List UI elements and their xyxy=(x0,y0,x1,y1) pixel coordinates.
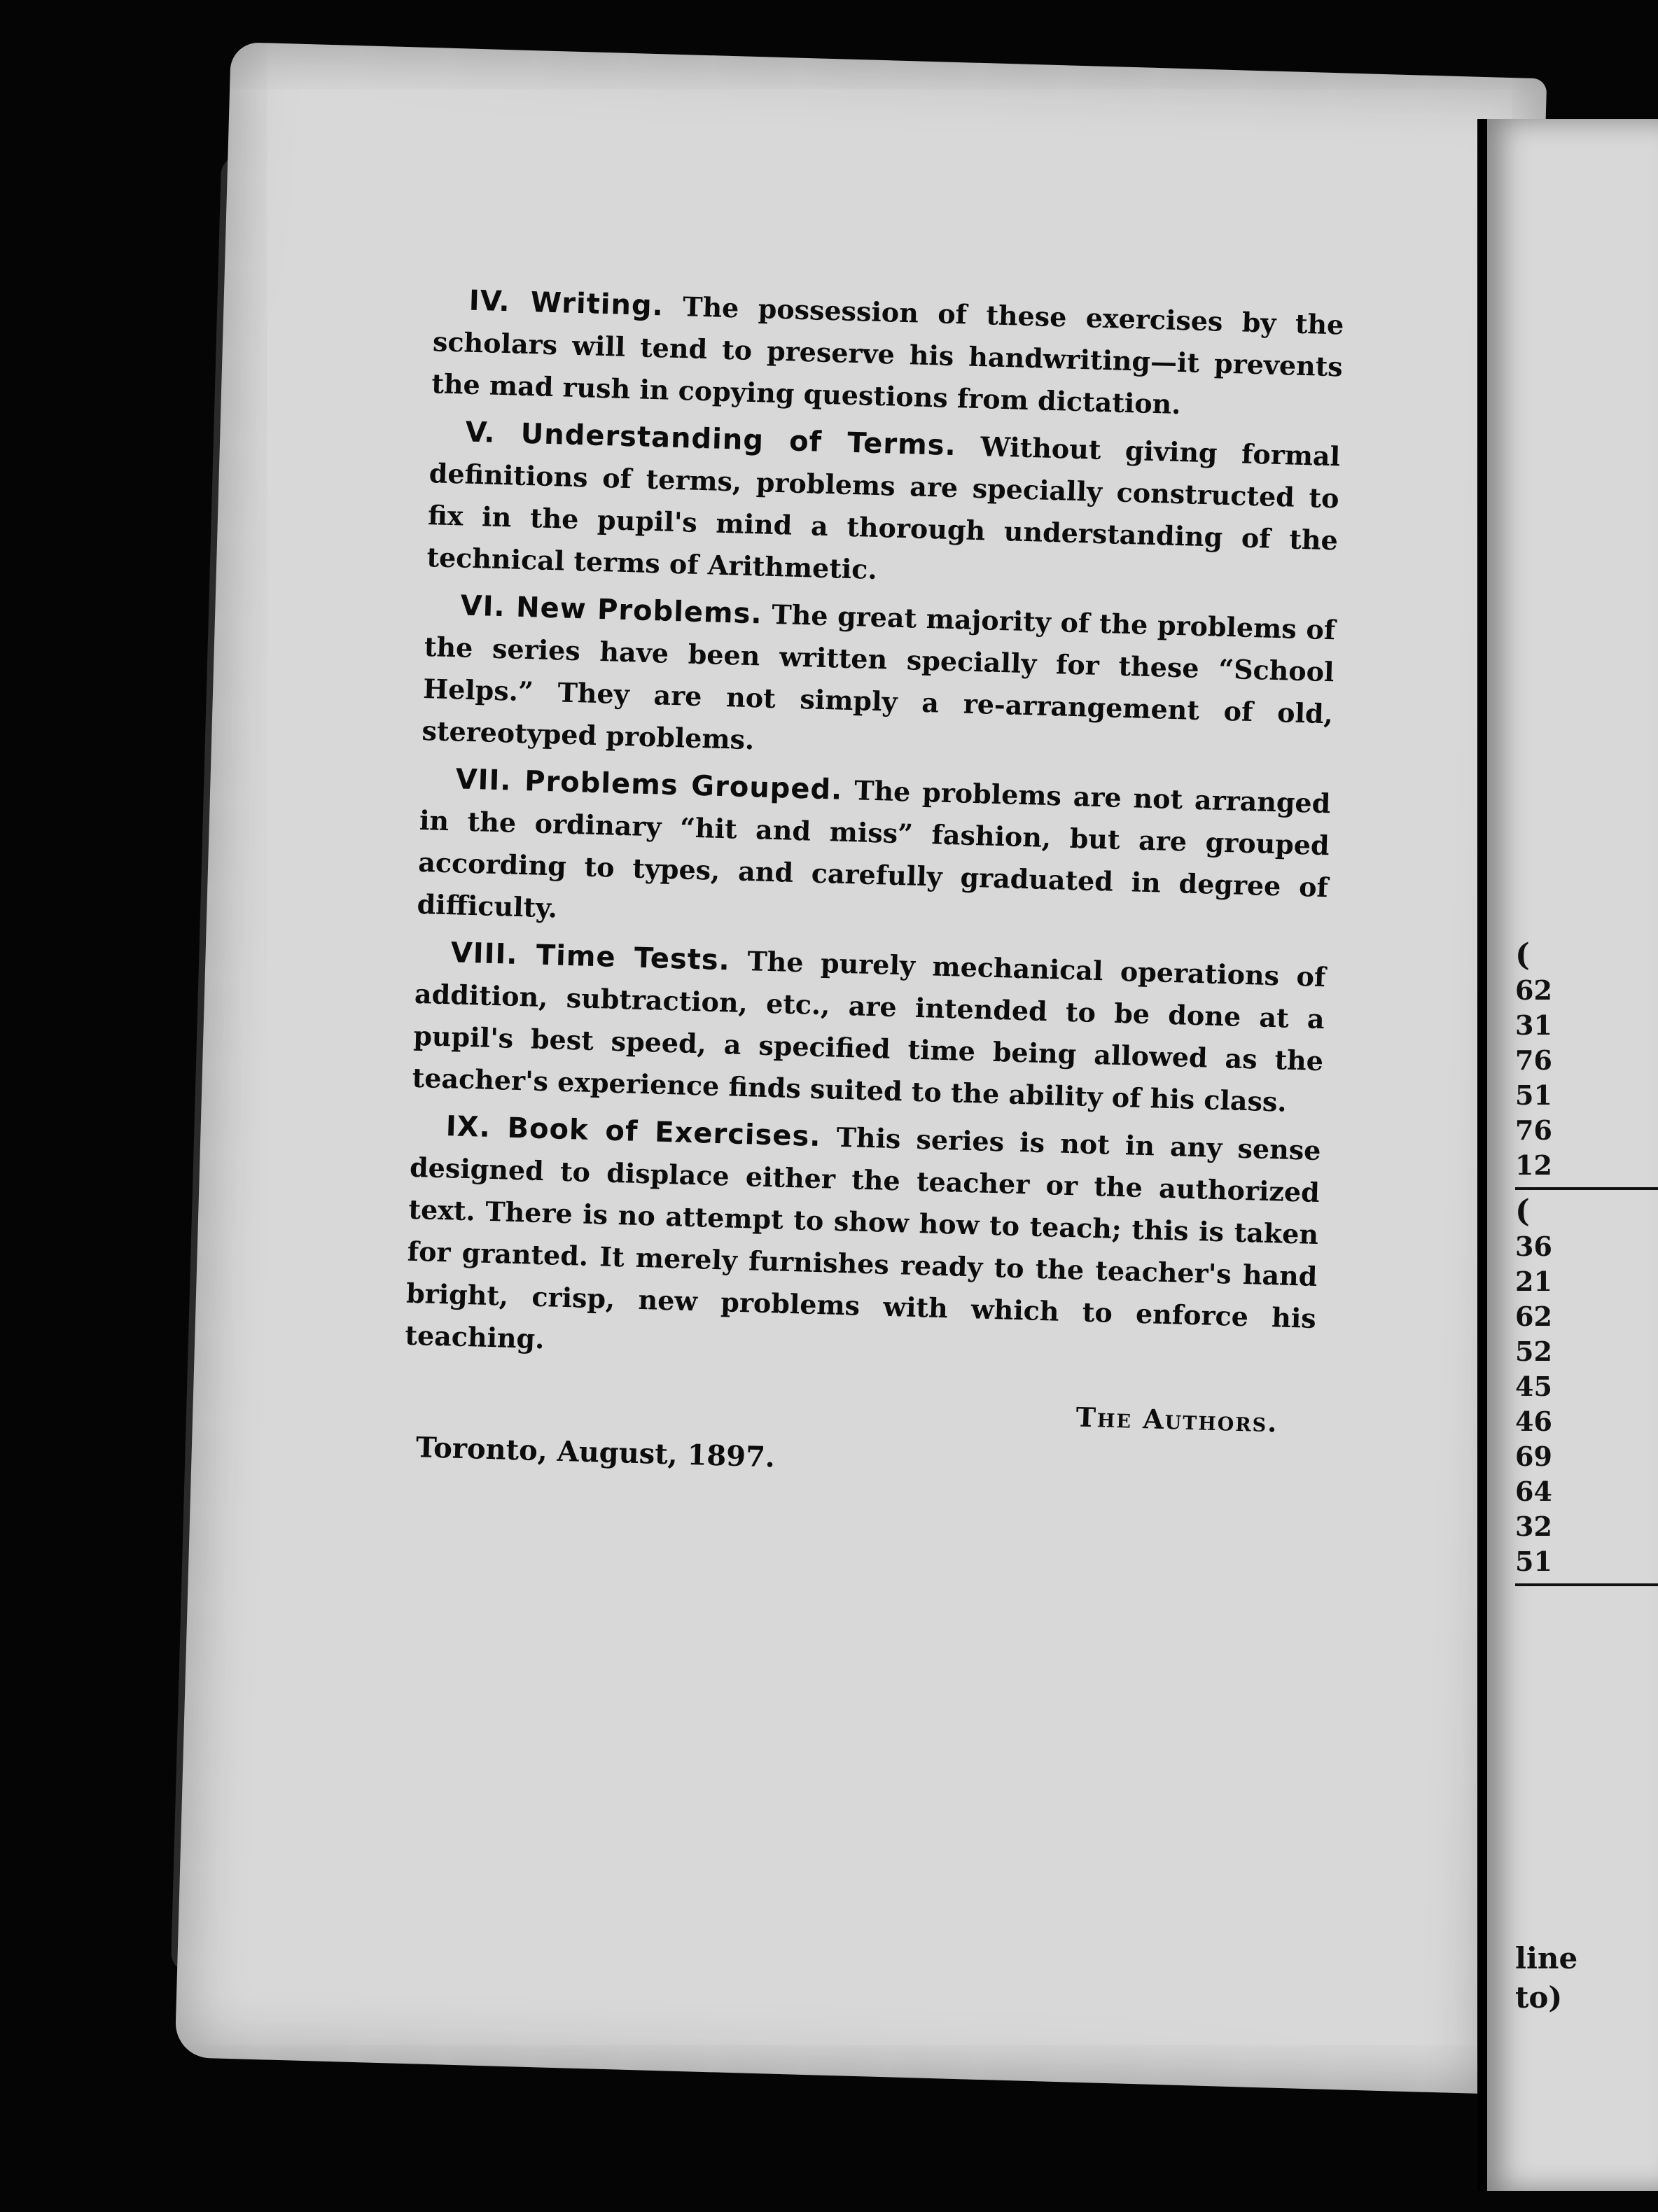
number-row: 51 xyxy=(1515,1546,1552,1577)
paragraph-new-problems xyxy=(422,584,1336,777)
number-row: 31 xyxy=(1515,1009,1552,1041)
left-page xyxy=(175,42,1547,2094)
number-row: 69 xyxy=(1515,1441,1552,1472)
number-row: 36 xyxy=(1515,1231,1552,1262)
number-row: 52 xyxy=(1515,1336,1552,1367)
right-page-fragment xyxy=(1477,119,1658,2191)
paragraph-body: The problems are not arranged in the ordinary “hit and miss” fashion, but are grouped according to types, and carefully graduated in degree of difficulty. xyxy=(417,774,1331,924)
number-row: 21 xyxy=(1515,1266,1552,1297)
paragraph-body: This series is not in any sense designed to displace either the teacher or the authorized text. There is no attempt to show how to teach; this is taken for granted. It merely furnishes ready to the teacher's hand bright, crisp, new problems with which to enforce his teaching. xyxy=(404,1121,1322,1355)
paragraph-book-of-exercises xyxy=(405,1105,1322,1382)
paragraph-body: The possession of these exercises by the scholars will tend to preserve his handwriting—it prevents the mad rush in copying questions from dictation. xyxy=(431,290,1344,421)
paragraph-heading: IV. Writing. xyxy=(468,284,664,323)
right-page-tail-text xyxy=(1515,1939,1577,2017)
paragraph-heading: VII. Problems Grouped. xyxy=(455,763,843,806)
number-row: 32 xyxy=(1515,1511,1552,1542)
number-row: 76 xyxy=(1515,1044,1552,1076)
sum-rule xyxy=(1515,1187,1658,1190)
number-row: 76 xyxy=(1515,1114,1552,1146)
paragraph-heading: VIII. Time Tests. xyxy=(450,937,731,977)
number-row: 51 xyxy=(1515,1079,1552,1111)
signature: The Authors. xyxy=(1075,1401,1279,1438)
tail-line: line xyxy=(1515,1941,1578,1975)
paren-mark: ( xyxy=(1515,937,1530,973)
paragraph-body: The purely mechanical operations of addition, subtraction, etc., are intended to be done at a pupil's best speed, a specified time being allowed as the teacher's experience finds suited to the ability of his class. xyxy=(412,945,1326,1118)
number-row: 45 xyxy=(1515,1371,1552,1402)
paragraph-writing xyxy=(431,279,1345,430)
paren-mark: ( xyxy=(1515,1194,1530,1229)
tail-line: to) xyxy=(1515,1980,1563,2015)
paragraph-understanding-terms xyxy=(426,410,1341,603)
number-row: 12 xyxy=(1515,1149,1552,1181)
sum-rule xyxy=(1515,1583,1658,1586)
dateline: Toronto, August, 1897. xyxy=(415,1431,776,1474)
paragraph-time-tests xyxy=(412,931,1326,1124)
number-row: 46 xyxy=(1515,1406,1552,1437)
paragraph-heading: IX. Book of Exercises. xyxy=(445,1110,822,1154)
number-row: 64 xyxy=(1515,1476,1552,1507)
paragraph-heading: V. Understanding of Terms. xyxy=(464,416,957,463)
number-row: 62 xyxy=(1515,1301,1552,1332)
paragraph-heading: VI. New Problems. xyxy=(459,589,763,631)
paragraph-body: The great majority of the problems of the series have been written specially for these “School Helps.” They are not simply a re-arrangement of old, stereotyped problems. xyxy=(422,598,1336,756)
number-row: 62 xyxy=(1515,974,1552,1006)
number-columns xyxy=(1515,938,1658,1590)
preface-text xyxy=(401,279,1344,1494)
paragraph-body: Without giving formal definitions of terms, problems are specially constructed to fix in the pupil's mind a thorough understanding of the technical terms of Arithmetic. xyxy=(426,430,1341,586)
paragraph-problems-grouped xyxy=(417,757,1331,951)
